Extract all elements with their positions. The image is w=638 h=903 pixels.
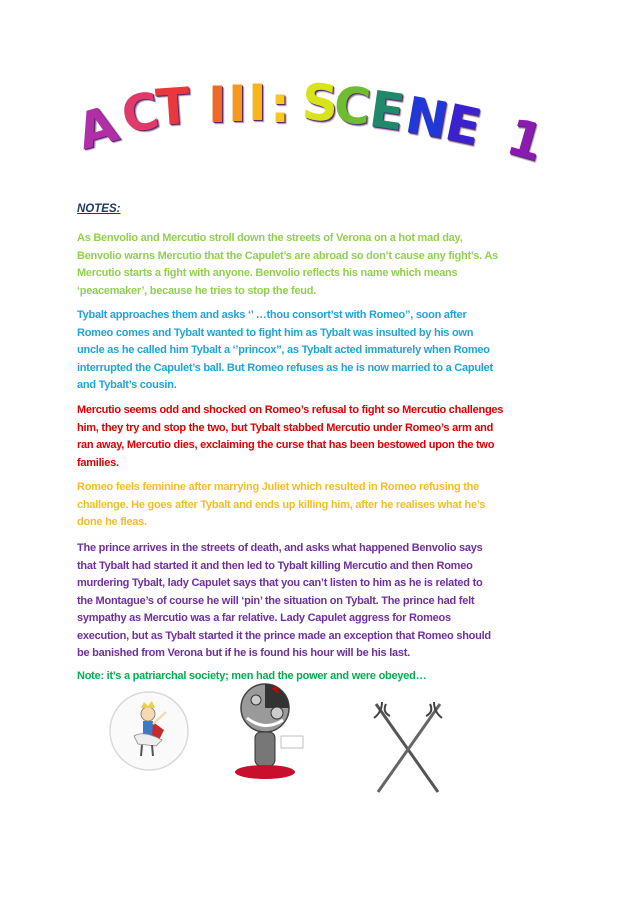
text-line: be banished from Verona but if he is found his hour will be his last. bbox=[77, 647, 410, 659]
paragraph-benvolio-mercutio bbox=[77, 230, 498, 300]
text-line: The prince arrives in the streets of death, and asks what happened Benvolio says bbox=[77, 542, 483, 554]
title-letter: I bbox=[248, 74, 267, 132]
text-line: families. bbox=[77, 456, 119, 469]
text-line: ran away, Mercutio dies, exclaiming the curse that has been bestowed upon the two bbox=[77, 439, 495, 451]
text-line: challenge. He goes after Tybalt and ends up killing him, after he realises what he’s bbox=[77, 498, 486, 511]
title-letter: C bbox=[117, 81, 164, 145]
text-line: Mercutio starts a fight with anyone. Benvolio reflects his name which means bbox=[77, 267, 458, 279]
title-letter: S bbox=[300, 73, 340, 133]
text-line: Romeo feels feminine after marrying Juliet which resulted in Romeo refusing the bbox=[77, 481, 480, 493]
text-line: and Tybalt’s cousin. bbox=[77, 379, 177, 391]
text-line: that Tybalt had started it and then led to Tybalt killing Mercutio and then Romeo bbox=[77, 559, 473, 572]
text-line: murdering Tybalt, lady Capulet says that you can’t listen to him as he is related to bbox=[77, 577, 483, 589]
text-line: Benvolio warns Mercutio that the Capulet’s are abroad so don’t cause any fight’s. As bbox=[77, 249, 498, 262]
ragdoll-illustration bbox=[225, 680, 310, 785]
title-letter: A bbox=[70, 94, 124, 162]
notes-heading: NOTES: bbox=[77, 203, 121, 215]
text-line: Note: it’s a patriarchal society; men had the power and were obeyed… bbox=[77, 670, 427, 682]
title-letter: 1 bbox=[500, 107, 551, 173]
title-letter: T bbox=[154, 76, 193, 138]
text-line: interrupted the Capulet’s ball. But Romeo refuses as he is now married to a Capulet bbox=[77, 361, 493, 374]
text-line: uncle as he called him Tybalt a ‘’princox’’, as Tybalt acted immaturely when Romeo bbox=[77, 344, 490, 356]
title-letter: E bbox=[366, 79, 409, 143]
crossed-swords-illustration bbox=[368, 700, 448, 795]
text-line: Tybalt approaches them and asks ‘’ …thou consort’st with Romeo’’, soon after bbox=[77, 309, 467, 321]
text-line: execution, but as Tybalt started it the prince made an exception that Romeo should bbox=[77, 629, 491, 642]
text-line: Mercutio seems odd and shocked on Romeo’s refusal to fight so Mercutio challenges bbox=[77, 404, 504, 416]
title-letter: E bbox=[440, 93, 486, 157]
text-line: the Montague’s of course he will ‘pin’ the situation on Tybalt. The prince had felt bbox=[77, 594, 475, 607]
title-wordart bbox=[0, 0, 638, 180]
paragraph-tybalt-approaches bbox=[77, 307, 493, 395]
title-letter: N bbox=[401, 85, 453, 151]
title-letter: I bbox=[228, 75, 247, 133]
title-letter: : bbox=[270, 76, 290, 134]
paragraph-mercutio-dies bbox=[77, 402, 503, 472]
text-line: ‘peacemaker’, because he tries to stop the feud. bbox=[77, 284, 317, 297]
paragraph-prince-arrives bbox=[77, 540, 491, 663]
prince-illustration bbox=[108, 690, 190, 772]
title-letter: C bbox=[331, 75, 374, 137]
text-line: him, they try and stop the two, but Tybalt stabbed Mercutio under Romeo’s arm and bbox=[77, 421, 494, 434]
paragraph-romeo-kills-tybalt bbox=[77, 479, 485, 532]
text-line: done he fleas. bbox=[77, 516, 147, 528]
text-line: Romeo comes and Tybalt wanted to fight him as Tybalt was insulted by his own bbox=[77, 326, 474, 339]
text-line: sympathy as Mercutio was a far relative. Lady Capulet aggress for Romeos bbox=[77, 612, 451, 624]
title-letter: I bbox=[208, 76, 227, 134]
text-line: As Benvolio and Mercutio stroll down the streets of Verona on a hot mad day, bbox=[77, 232, 463, 244]
